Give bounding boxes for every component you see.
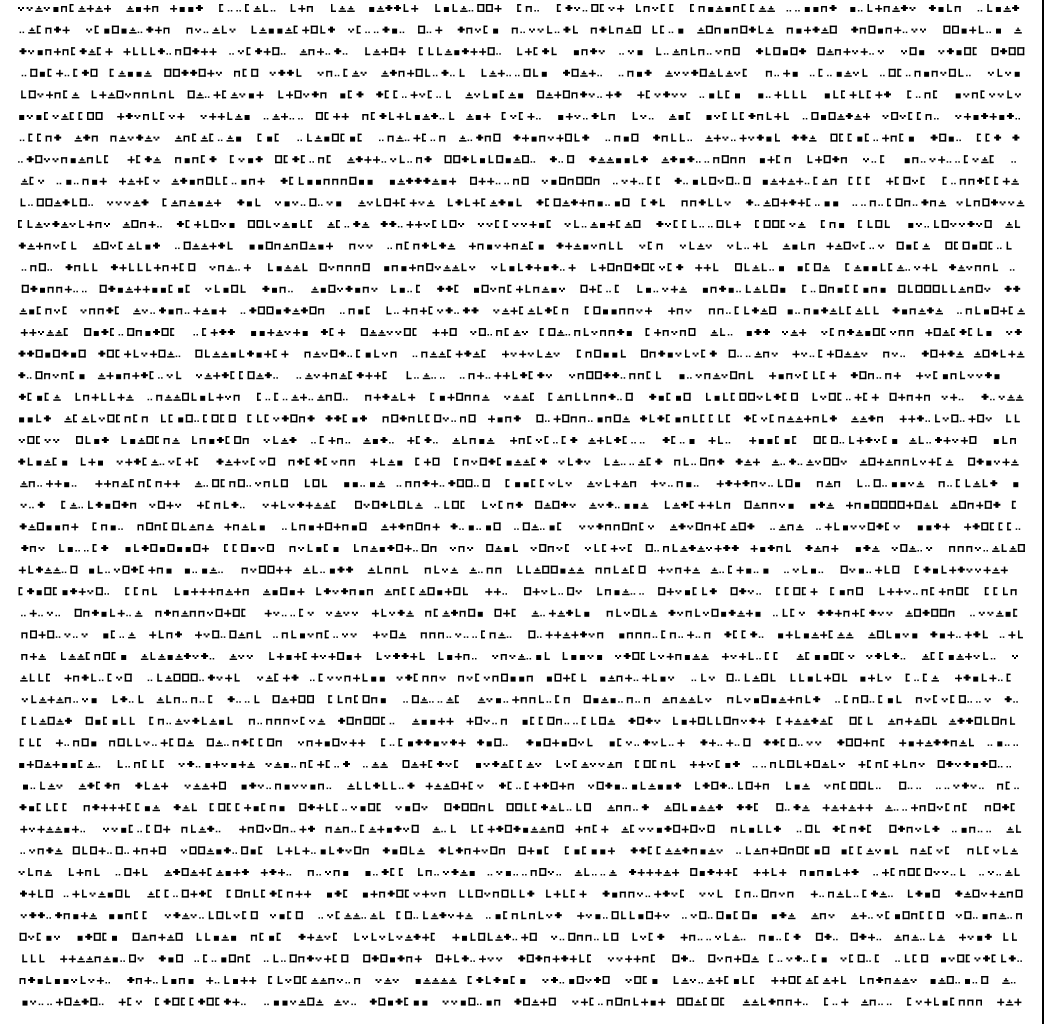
glyph-group bbox=[18, 4, 1025, 1006]
